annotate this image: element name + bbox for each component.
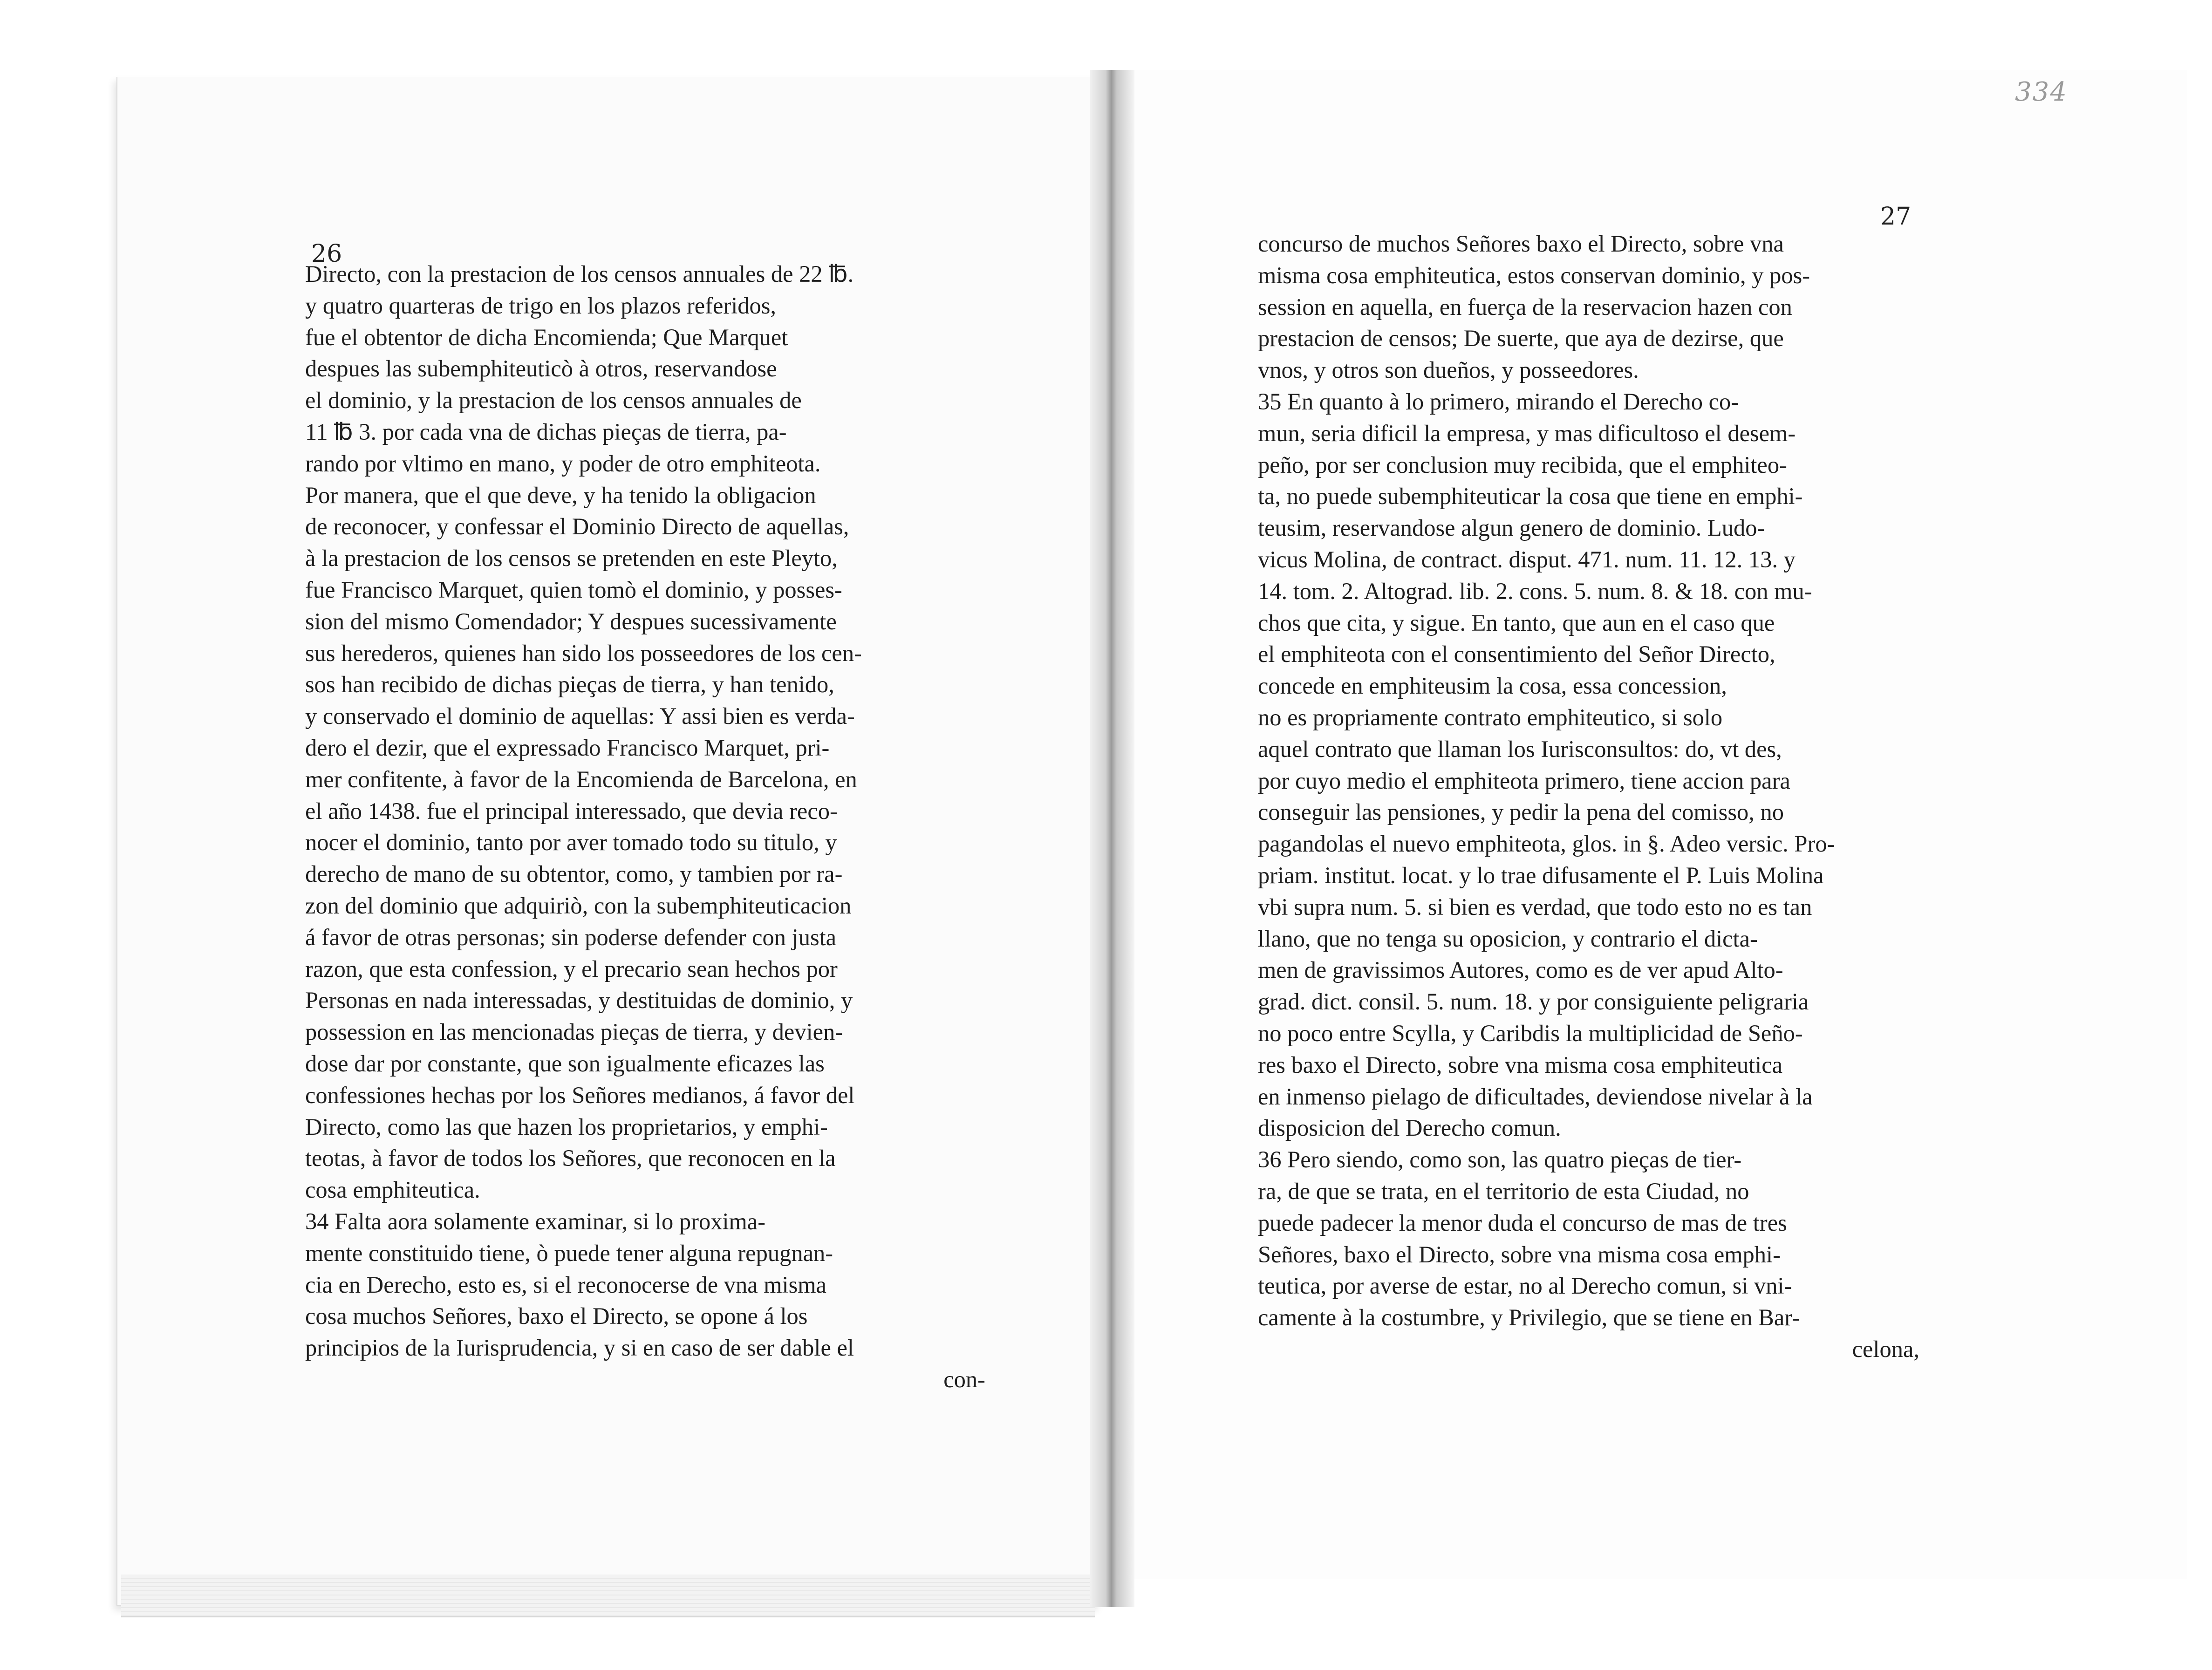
text-line: fue Francisco Marquet, quien tomò el dominio, y posses- <box>305 576 842 603</box>
text-line: camente à la costumbre, y Privilegio, que se tiene en Bar- <box>1258 1304 1800 1331</box>
text-line: à la prestacion de los censos se pretenden en este Pleyto, <box>305 545 838 572</box>
text-line: 11 ℔ 3. por cada vna de dichas pieças de tierra, pa- <box>305 418 787 445</box>
text-line: de reconocer, y confessar el Dominio Directo de aquellas, <box>305 513 849 540</box>
text-line: mun, seria dificil la empresa, y mas dificultoso el desem- <box>1258 420 1796 446</box>
text-line: sos han recibido de dichas pieças de tierra, y han tenido, <box>305 671 834 698</box>
text-line: zon del dominio que adquiriò, con la subemphiteuticacion <box>305 892 852 919</box>
text-line: misma cosa emphiteutica, estos conservan dominio, y pos- <box>1258 262 1810 288</box>
text-line: en inmenso pielago de dificultades, deviendose nivelar à la <box>1258 1083 1813 1110</box>
text-line: dose dar por constante, que son igualmente eficazes las <box>305 1050 825 1077</box>
text-line: razon, que esta confession, y el precario sean hechos por <box>305 955 838 982</box>
text-line: 35 En quanto à lo primero, mirando el Derecho co- <box>1258 388 1739 415</box>
text-line: 34 Falta aora solamente examinar, si lo proxima- <box>305 1208 766 1234</box>
folio-handwritten-number: 334 <box>2015 77 2068 107</box>
text-line: rando por vltimo en mano, y poder de otro emphiteota. <box>305 450 821 477</box>
text-line: despues las subemphiteuticò à otros, reservandose <box>305 355 777 382</box>
text-line: sion del mismo Comendador; Y despues sucessivamente <box>305 608 837 634</box>
text-line: pagandolas el nuevo emphiteota, glos. in §. Adeo versic. Pro- <box>1258 831 1835 857</box>
text-line: concede en emphiteusim la cosa, essa concession, <box>1258 673 1727 699</box>
text-line: el año 1438. fue el principal interessado, que devia reco- <box>305 798 838 824</box>
text-line: por cuyo medio el emphiteota primero, tiene accion para <box>1258 767 1790 794</box>
text-line: dero el dezir, que el expressado Francisco Marquet, pri- <box>305 734 830 761</box>
text-line: Directo, como las que hazen los proprietarios, y emphi- <box>305 1113 828 1140</box>
text-line: el emphiteota con el consentimiento del Señor Directo, <box>1258 641 1775 668</box>
text-line: Por manera, que el que deve, y ha tenido la obligacion <box>305 482 816 508</box>
text-line: vnos, y otros son dueños, y posseedores. <box>1258 357 1639 383</box>
text-line: llano, que no tenga su oposicion, y contrario el dicta- <box>1258 925 1758 952</box>
text-line: cosa muchos Señores, baxo el Directo, se opone á los <box>305 1303 808 1329</box>
text-line: á favor de otras personas; sin poderse defender con justa <box>305 924 837 950</box>
text-line: fue el obtentor de dicha Encomienda; Que Marquet <box>305 324 788 350</box>
text-line: derecho de mano de su obtentor, como, y tambien por ra- <box>305 861 843 887</box>
text-line: Directo, con la prestacion de los censos annuales de 22 ℔. <box>305 261 854 287</box>
right-page-text <box>1258 228 1919 1365</box>
text-line: sus herederos, quienes han sido los posseedores de los cen- <box>305 640 862 666</box>
book-gutter <box>1090 70 1134 1607</box>
text-line: res baxo el Directo, sobre vna misma cosa emphiteutica <box>1258 1051 1783 1078</box>
text-line: aquel contrato que llaman los Iurisconsultos: do, vt des, <box>1258 736 1782 762</box>
text-line: Señores, baxo el Directo, sobre vna misma cosa emphi- <box>1258 1241 1781 1268</box>
text-line: vbi supra num. 5. si bien es verdad, que todo esto no es tan <box>1258 893 1812 920</box>
text-line: nocer el dominio, tanto por aver tomado todo su titulo, y <box>305 829 837 856</box>
text-line: chos que cita, y sigue. En tanto, que aun en el caso que <box>1258 609 1775 636</box>
text-line: y conservado el dominio de aquellas: Y assi bien es verda- <box>305 703 855 729</box>
text-line: grad. dict. consil. 5. num. 18. y por consiguiente peligraria <box>1258 988 1809 1015</box>
left-page-text <box>305 259 985 1396</box>
text-line: men de gravissimos Autores, como es de ver apud Alto- <box>1258 957 1783 983</box>
text-line: mer confitente, à favor de la Encomienda de Barcelona, en <box>305 766 857 792</box>
text-line: 36 Pero siendo, como son, las quatro pieças de tier- <box>1258 1146 1742 1173</box>
text-line: no es propriamente contrato emphiteutico, si solo <box>1258 704 1723 730</box>
text-line: y quatro quarteras de trigo en los plazos referidos, <box>305 292 777 319</box>
text-line: 14. tom. 2. Altograd. lib. 2. cons. 5. num. 8. & 18. con mu- <box>1258 578 1812 604</box>
text-line: vicus Molina, de contract. disput. 471. num. 11. 12. 13. y <box>1258 546 1796 573</box>
text-line: celona, <box>1852 1336 1919 1362</box>
page-edge-stack <box>121 1575 1095 1617</box>
text-line: mente constituido tiene, ò puede tener alguna repugnan- <box>305 1240 833 1266</box>
text-line: conseguir las pensiones, y pedir la pena del comisso, no <box>1258 799 1784 825</box>
text-line: cosa emphiteutica. <box>305 1177 480 1203</box>
text-line: ta, no puede subemphiteuticar la cosa que tiene en emphi- <box>1258 483 1803 510</box>
text-line: cia en Derecho, esto es, si el reconocerse de vna misma <box>305 1271 826 1298</box>
right-page-number: 27 <box>1880 203 1912 231</box>
text-line: peño, por ser conclusion muy recibida, que el emphiteo- <box>1258 451 1787 478</box>
text-line: session en aquella, en fuerça de la reservacion hazen con <box>1258 293 1792 320</box>
text-line: el dominio, y la prestacion de los censos annuales de <box>305 387 802 414</box>
text-line: ra, de que se trata, en el territorio de esta Ciudad, no <box>1258 1178 1749 1204</box>
text-line: confessiones hechas por los Señores medianos, á favor del <box>305 1082 855 1108</box>
text-line: principios de la Iurisprudencia, y si en caso de ser dable el <box>305 1335 854 1361</box>
text-line: prestacion de censos; De suerte, que aya de dezirse, que <box>1258 325 1784 352</box>
text-line: con- <box>943 1366 985 1392</box>
text-line: teutica, por averse de estar, no al Derecho comun, si vni- <box>1258 1273 1792 1299</box>
text-line: Personas en nada interessadas, y destituidas de dominio, y <box>305 987 853 1014</box>
text-line: priam. institut. locat. y lo trae difusamente el P. Luis Molina <box>1258 862 1824 888</box>
text-line: teusim, reservandose algun genero de dominio. Ludo- <box>1258 515 1765 541</box>
text-line: concurso de muchos Señores baxo el Directo, sobre vna <box>1258 231 1784 257</box>
text-line: puede padecer la menor duda el concurso de mas de tres <box>1258 1209 1787 1236</box>
text-line: no poco entre Scylla, y Caribdis la multiplicidad de Seño- <box>1258 1020 1803 1046</box>
text-line: teotas, à favor de todos los Señores, que reconocen en la <box>305 1145 836 1172</box>
left-page-number: 26 <box>311 240 342 268</box>
text-line: possession en las mencionadas pieças de tierra, y devien- <box>305 1019 843 1045</box>
text-line: disposicion del Derecho comun. <box>1258 1115 1561 1141</box>
